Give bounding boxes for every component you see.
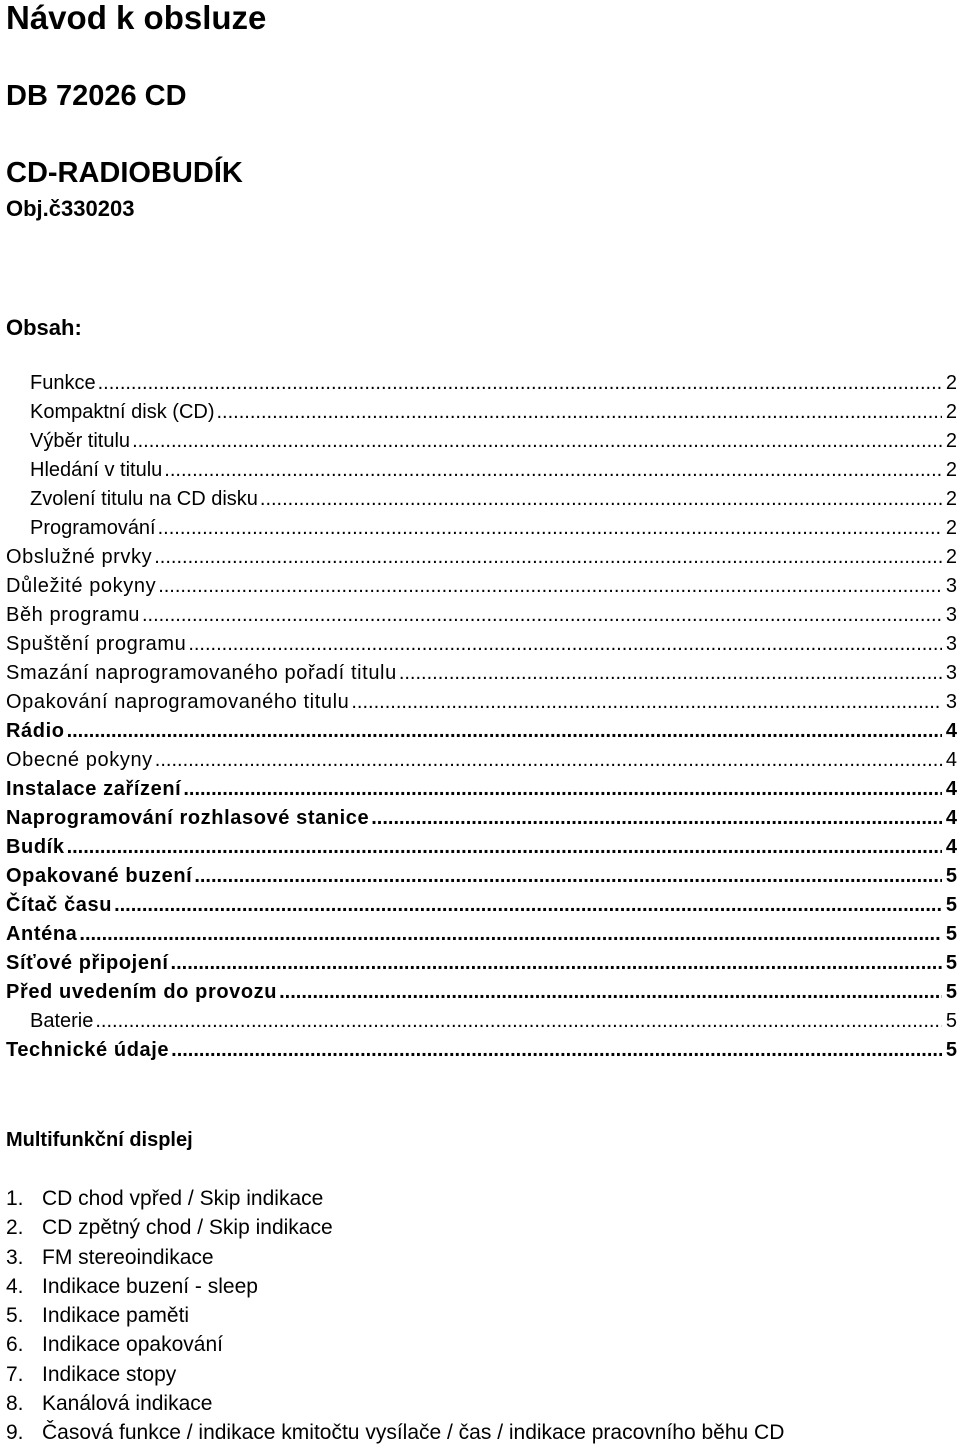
toc-dot-leader bbox=[260, 485, 942, 514]
toc-entry-page: 2 bbox=[945, 546, 957, 568]
toc-entry-page: 2 bbox=[945, 488, 957, 510]
toc-entry[interactable] bbox=[0, 804, 960, 833]
toc-dot-leader bbox=[155, 746, 942, 775]
toc-entry-label: Výběr titulu bbox=[30, 430, 131, 452]
toc-entry[interactable] bbox=[0, 398, 960, 427]
list-item-number: 7. bbox=[6, 1362, 24, 1386]
list-item bbox=[0, 1184, 784, 1213]
toc-entry-label: Zvolení titulu na CD disku bbox=[30, 488, 258, 510]
toc-entry-label: Naprogramování rozhlasové stanice bbox=[6, 807, 370, 829]
toc-entry[interactable] bbox=[0, 920, 960, 949]
toc-entry-page: 5 bbox=[945, 952, 957, 974]
toc-entry-label: Obecné pokyny bbox=[6, 749, 153, 771]
list-item-number: 3. bbox=[6, 1245, 24, 1269]
list-item bbox=[0, 1213, 784, 1242]
display-indicator-list bbox=[0, 1184, 784, 1448]
toc-entry-label: Běh programu bbox=[6, 604, 140, 626]
list-item bbox=[0, 1272, 784, 1301]
toc-entry[interactable] bbox=[0, 485, 960, 514]
toc-entry[interactable] bbox=[0, 514, 960, 543]
toc-dot-leader bbox=[95, 1007, 942, 1036]
toc-entry[interactable] bbox=[0, 427, 960, 456]
toc-entry[interactable] bbox=[0, 978, 960, 1007]
toc-entry[interactable] bbox=[0, 601, 960, 630]
toc-entry-label: Baterie bbox=[30, 1010, 94, 1032]
toc-dot-leader bbox=[279, 978, 942, 1007]
toc-entry[interactable] bbox=[0, 659, 960, 688]
toc-entry-page: 2 bbox=[945, 459, 957, 481]
toc-entry[interactable] bbox=[0, 1007, 960, 1036]
toc-entry-page: 5 bbox=[945, 923, 957, 945]
toc-heading: Obsah: bbox=[6, 315, 82, 340]
table-of-contents bbox=[0, 369, 960, 1065]
list-item bbox=[0, 1418, 784, 1447]
toc-entry[interactable] bbox=[0, 1036, 960, 1065]
toc-entry-label: Před uvedením do provozu bbox=[6, 981, 278, 1003]
list-item-text: Indikace stopy bbox=[42, 1362, 177, 1386]
toc-dot-leader bbox=[132, 427, 942, 456]
toc-entry-label: Technické údaje bbox=[6, 1039, 170, 1061]
list-item-text: CD zpětný chod / Skip indikace bbox=[42, 1216, 333, 1240]
toc-entry[interactable] bbox=[0, 891, 960, 920]
toc-entry-page: 3 bbox=[945, 691, 957, 713]
toc-dot-leader bbox=[114, 891, 942, 920]
toc-entry-label: Síťové připojení bbox=[6, 952, 169, 974]
list-item-number: 6. bbox=[6, 1333, 24, 1357]
toc-dot-leader bbox=[351, 688, 942, 717]
toc-entry-label: Obslužné prvky bbox=[6, 546, 153, 568]
toc-entry-page: 5 bbox=[945, 1010, 957, 1032]
order-number: Obj.č330203 bbox=[6, 196, 135, 221]
toc-dot-leader bbox=[154, 543, 942, 572]
toc-dot-leader bbox=[371, 804, 942, 833]
list-item-number: 9. bbox=[6, 1421, 24, 1445]
toc-entry-page: 5 bbox=[945, 894, 957, 916]
toc-entry-label: Čítač času bbox=[6, 894, 113, 916]
list-item-number: 4. bbox=[6, 1274, 24, 1298]
toc-dot-leader bbox=[164, 456, 942, 485]
product-name: CD-RADIOBUDÍK bbox=[6, 157, 243, 189]
toc-entry[interactable] bbox=[0, 717, 960, 746]
toc-entry-page: 2 bbox=[945, 430, 957, 452]
list-item bbox=[0, 1301, 784, 1330]
toc-entry-label: Opakování naprogramovaného titulu bbox=[6, 691, 350, 713]
toc-dot-leader bbox=[217, 398, 942, 427]
list-item-text: CD chod vpřed / Skip indikace bbox=[42, 1187, 324, 1210]
toc-entry[interactable] bbox=[0, 949, 960, 978]
toc-entry-label: Budík bbox=[6, 836, 65, 858]
display-section-heading: Multifunkční displej bbox=[6, 1129, 193, 1151]
toc-entry-page: 5 bbox=[945, 865, 957, 887]
list-item-number: 1. bbox=[6, 1187, 24, 1210]
toc-entry[interactable] bbox=[0, 630, 960, 659]
toc-dot-leader bbox=[183, 775, 942, 804]
toc-entry-label: Spuštění programu bbox=[6, 633, 187, 655]
toc-entry-label: Programování bbox=[30, 517, 156, 539]
list-item-number: 2. bbox=[6, 1216, 24, 1240]
toc-entry-page: 4 bbox=[945, 836, 957, 858]
list-item-text: Kanálová indikace bbox=[42, 1392, 213, 1416]
toc-entry[interactable] bbox=[0, 862, 960, 891]
toc-entry-label: Důležité pokyny bbox=[6, 575, 157, 597]
list-item-text: Indikace paměti bbox=[42, 1304, 190, 1328]
toc-entry-page: 3 bbox=[945, 604, 957, 626]
toc-entry[interactable] bbox=[0, 833, 960, 862]
toc-entry[interactable] bbox=[0, 369, 960, 398]
toc-entry-page: 4 bbox=[945, 749, 957, 771]
toc-entry[interactable] bbox=[0, 572, 960, 601]
toc-entry[interactable] bbox=[0, 456, 960, 485]
toc-dot-leader bbox=[158, 572, 942, 601]
toc-dot-leader bbox=[171, 949, 942, 978]
toc-entry-label: Funkce bbox=[30, 372, 96, 394]
toc-entry-page: 4 bbox=[945, 778, 957, 800]
toc-dot-leader bbox=[399, 659, 942, 688]
toc-entry-page: 5 bbox=[945, 1039, 957, 1061]
list-item-text: Časová funkce / indikace kmitočtu vysílače / čas / indikace pracovního běhu CD bbox=[42, 1421, 785, 1445]
model-number: DB 72026 CD bbox=[6, 80, 187, 112]
toc-entry-page: 3 bbox=[945, 662, 957, 684]
toc-entry-label: Rádio bbox=[6, 720, 65, 742]
list-item-number: 5. bbox=[6, 1304, 24, 1328]
toc-entry-page: 2 bbox=[945, 372, 957, 394]
list-item bbox=[0, 1360, 784, 1389]
toc-entry-page: 3 bbox=[945, 633, 957, 655]
toc-dot-leader bbox=[171, 1036, 942, 1065]
toc-entry[interactable] bbox=[0, 543, 960, 572]
toc-entry-label: Anténa bbox=[6, 923, 78, 945]
toc-dot-leader bbox=[188, 630, 942, 659]
list-item bbox=[0, 1330, 784, 1359]
list-item bbox=[0, 1389, 784, 1418]
toc-entry[interactable] bbox=[0, 746, 960, 775]
toc-dot-leader bbox=[67, 833, 942, 862]
toc-entry-page: 4 bbox=[945, 807, 957, 829]
toc-entry-page: 4 bbox=[945, 720, 957, 742]
list-item-text: FM stereoindikace bbox=[42, 1245, 214, 1269]
toc-dot-leader bbox=[194, 862, 942, 891]
toc-entry-label: Hledání v titulu bbox=[30, 459, 163, 481]
list-item-number: 8. bbox=[6, 1392, 24, 1416]
toc-entry-page: 2 bbox=[945, 517, 957, 539]
toc-entry-label: Kompaktní disk (CD) bbox=[30, 401, 215, 423]
toc-entry[interactable] bbox=[0, 688, 960, 717]
toc-dot-leader bbox=[98, 369, 942, 398]
toc-dot-leader bbox=[142, 601, 942, 630]
toc-dot-leader bbox=[67, 717, 942, 746]
toc-entry-label: Instalace zařízení bbox=[6, 778, 182, 800]
document-title: Návod k obsluze bbox=[6, 0, 267, 36]
toc-dot-leader bbox=[79, 920, 941, 949]
list-item bbox=[0, 1243, 784, 1272]
toc-entry-label: Smazání naprogramovaného pořadí titulu bbox=[6, 662, 397, 684]
toc-entry-page: 3 bbox=[945, 575, 957, 597]
toc-entry-page: 2 bbox=[945, 401, 957, 423]
list-item-text: Indikace opakování bbox=[42, 1333, 223, 1357]
toc-dot-leader bbox=[158, 514, 942, 543]
toc-entry[interactable] bbox=[0, 775, 960, 804]
toc-entry-label: Opakované buzení bbox=[6, 865, 193, 887]
list-item-text: Indikace buzení - sleep bbox=[42, 1274, 258, 1298]
toc-entry-page: 5 bbox=[945, 981, 957, 1003]
